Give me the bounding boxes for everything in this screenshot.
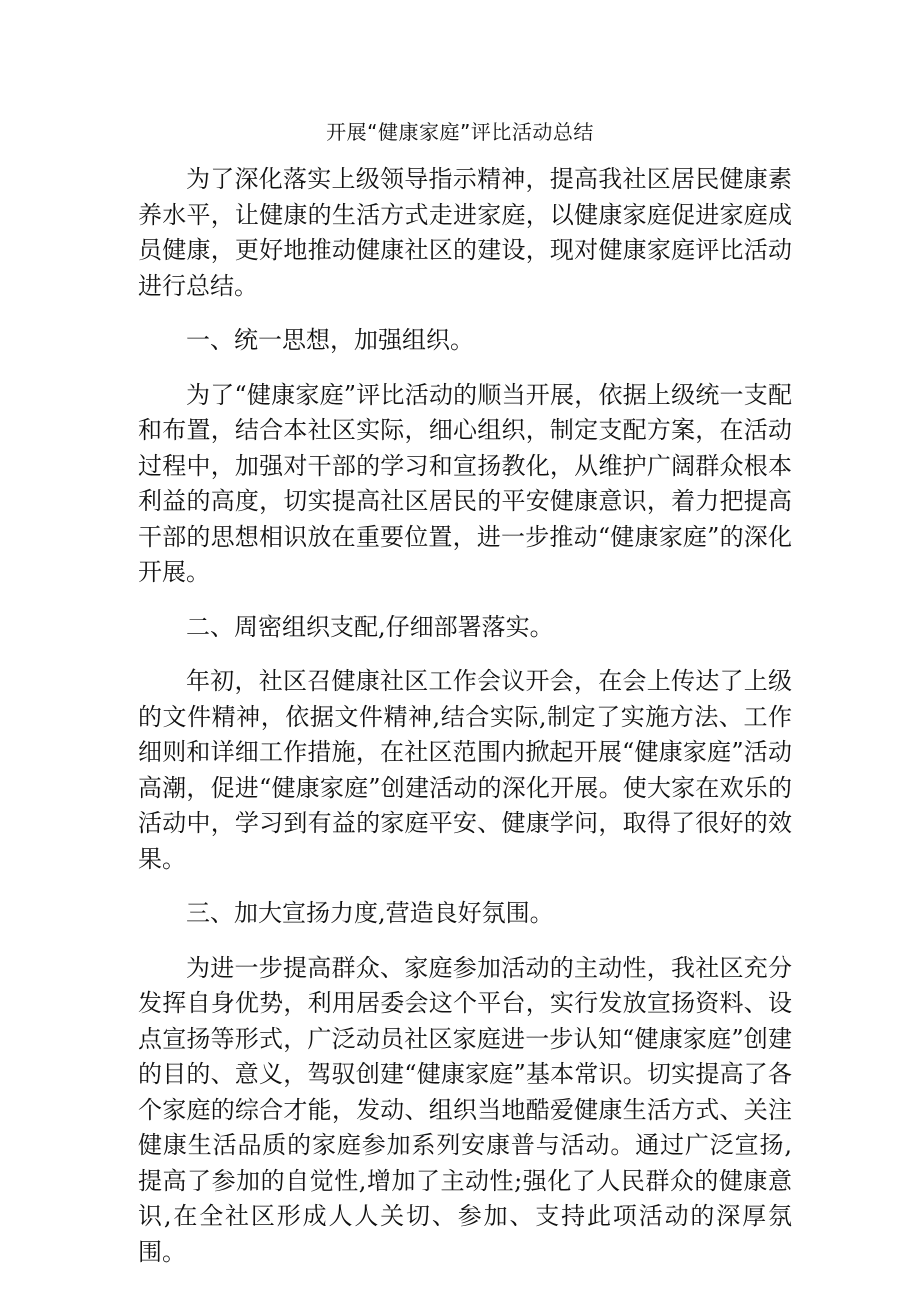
document-body: [138, 162, 792, 1289]
section-heading-2: 二、周密组织支配,仔细部署落实。: [186, 612, 554, 641]
paragraph-section-2: 年初，社区召健康社区工作会议开会，在会上传达了上级的文件精神，依据文件精神,结合实际,制定了实施方法、工作细则和详细工作措施，在社区范围内掀起开展“健康家庭”活动高潮，促进“健康家庭”创建活动的深化开展。使大家在欢乐的活动中，学习到有益的家庭平安、健康学问，取得了很好的效果。: [138, 667, 792, 873]
paragraph-section-3: 为进一步提高群众、家庭参加活动的主动性，我社区充分发挥自身优势，利用居委会这个平台，实行发放宣扬资料、设点宣扬等形式，广泛动员社区家庭进一步认知“健康家庭”创建的目的、意义，驾驭创建“健康家庭”基本常识。切实提高了各个家庭的综合才能，发动、组织当地酷爱健康生活方式、关注健康生活品质的家庭参加系列安康普与活动。通过广泛宣扬,提高了参加的自觉性,增加了主动性;强化了人民群众的健康意识,在全社区形成人人关切、参加、支持此项活动的深厚氛围。: [138, 953, 792, 1266]
section-heading-3: 三、加大宣扬力度,营造良好氛围。: [186, 899, 554, 927]
paragraph-section-1: 为了“健康家庭”评比活动的顺当开展，依据上级统一支配和布置，结合本社区实际，细心组织，制定支配方案，在活动过程中，加强对干部的学习和宣扬教化，从维护广阔群众根本利益的高度，切实提高社区居民的平安健康意识，着力把提高干部的思想相识放在重要位置，进一步推动“健康家庭”的深化开展。: [138, 380, 792, 586]
section-heading-1: 一、统一思想，加强组织。: [186, 326, 474, 354]
paragraph-intro: 为了深化落实上级领导指示精神，提高我社区居民健康素养水平，让健康的生活方式走进家庭，以健康家庭促进家庭成员健康，更好地推动健康社区的建设，现对健康家庭评比活动进行总结。: [138, 165, 792, 300]
document-title: 开展“健康家庭”评比活动总结: [326, 120, 594, 144]
